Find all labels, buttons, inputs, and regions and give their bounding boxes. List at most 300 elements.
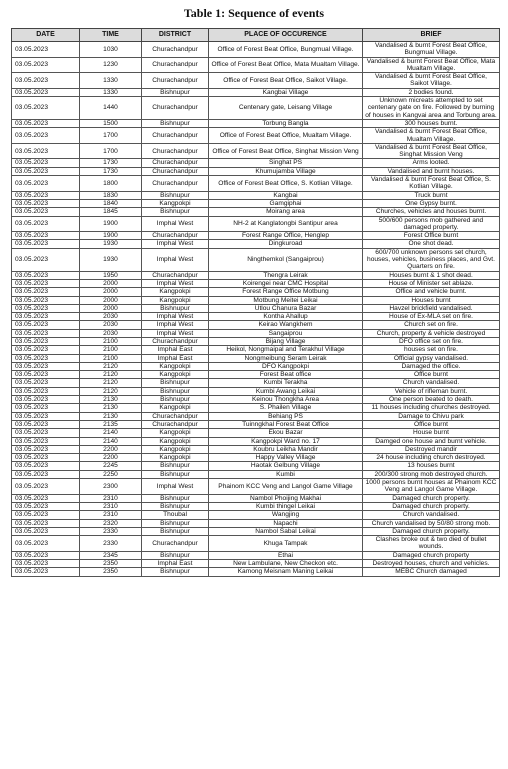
cell-place: Dingkuroad bbox=[209, 240, 363, 248]
cell-place: Bijang Village bbox=[209, 337, 363, 345]
cell-district: Imphal West bbox=[142, 329, 209, 337]
cell-brief: House of Minister set ablaze. bbox=[363, 279, 500, 287]
cell-date: 03.05.2023 bbox=[12, 199, 80, 207]
cell-district: Churachandpur bbox=[142, 232, 209, 240]
cell-place: Napachi bbox=[209, 519, 363, 527]
cell-brief: Office and vehicle burnt. bbox=[363, 288, 500, 296]
cell-brief: MEBC Church damaged bbox=[363, 568, 500, 576]
table-row bbox=[12, 208, 500, 216]
cell-date: 03.05.2023 bbox=[12, 296, 80, 304]
cell-date: 03.05.2023 bbox=[12, 511, 80, 519]
table-row bbox=[12, 560, 500, 568]
cell-date: 03.05.2023 bbox=[12, 362, 80, 370]
cell-time: 2120 bbox=[80, 362, 142, 370]
cell-date: 03.05.2023 bbox=[12, 420, 80, 428]
cell-place: Khumujamba Village bbox=[209, 167, 363, 175]
table-row bbox=[12, 437, 500, 445]
table-row bbox=[12, 354, 500, 362]
cell-district: Bishnupur bbox=[142, 379, 209, 387]
cell-brief: Havzel brickfield vandalised. bbox=[363, 304, 500, 312]
cell-district: Kangpokpi bbox=[142, 429, 209, 437]
cell-brief: 13 houses burnt bbox=[363, 462, 500, 470]
header-date: DATE bbox=[12, 29, 80, 42]
table-row bbox=[12, 159, 500, 167]
cell-brief: 600/700 unknown persons set church, houses, vehicles, business places, and Gvt. Quarters on fire. bbox=[363, 248, 500, 271]
cell-place: Motbung Meitei Leikai bbox=[209, 296, 363, 304]
cell-time: 1730 bbox=[80, 167, 142, 175]
table-row bbox=[12, 494, 500, 502]
cell-place: Behiang PS bbox=[209, 412, 363, 420]
table-row bbox=[12, 502, 500, 510]
cell-brief: Church set on fire. bbox=[363, 321, 500, 329]
cell-district: Churachandpur bbox=[142, 420, 209, 428]
cell-place: Forest Range Office, Henglep bbox=[209, 232, 363, 240]
cell-brief: Destroyed mandir bbox=[363, 445, 500, 453]
table-row bbox=[12, 412, 500, 420]
cell-brief: Houses burnt & 1 shot dead. bbox=[363, 271, 500, 279]
cell-time: 2130 bbox=[80, 412, 142, 420]
cell-brief: Vandalised & burnt Forest Beat Office, Singhat Mission Veng bbox=[363, 143, 500, 159]
cell-place: Gamgiphai bbox=[209, 199, 363, 207]
table-row bbox=[12, 387, 500, 395]
header-row bbox=[12, 29, 500, 42]
cell-date: 03.05.2023 bbox=[12, 346, 80, 354]
cell-time: 2345 bbox=[80, 551, 142, 559]
table-row bbox=[12, 379, 500, 387]
table-row bbox=[12, 346, 500, 354]
table-row bbox=[12, 128, 500, 144]
cell-brief: Clashes broke out & two died of bullet wounds. bbox=[363, 536, 500, 552]
table-row bbox=[12, 176, 500, 192]
cell-place: Sangaiprou bbox=[209, 329, 363, 337]
table-row bbox=[12, 536, 500, 552]
cell-place: Khuga Tampak bbox=[209, 536, 363, 552]
cell-district: Churachandpur bbox=[142, 167, 209, 175]
cell-brief: 200/300 strong mob destroyed church. bbox=[363, 470, 500, 478]
cell-date: 03.05.2023 bbox=[12, 494, 80, 502]
cell-place: Ningthemkol (Sangaiprou) bbox=[209, 248, 363, 271]
table-row bbox=[12, 240, 500, 248]
table-row bbox=[12, 511, 500, 519]
cell-date: 03.05.2023 bbox=[12, 354, 80, 362]
header-district: DISTRICT bbox=[142, 29, 209, 42]
cell-time: 2100 bbox=[80, 346, 142, 354]
cell-place: Moirang area bbox=[209, 208, 363, 216]
table-row bbox=[12, 42, 500, 58]
cell-time: 1930 bbox=[80, 248, 142, 271]
cell-time: 2245 bbox=[80, 462, 142, 470]
cell-date: 03.05.2023 bbox=[12, 462, 80, 470]
cell-place: Tuinngkhal Forest Beat Office bbox=[209, 420, 363, 428]
table-row bbox=[12, 232, 500, 240]
cell-district: Churachandpur bbox=[142, 42, 209, 58]
cell-date: 03.05.2023 bbox=[12, 159, 80, 167]
cell-district: Churachandpur bbox=[142, 412, 209, 420]
cell-date: 03.05.2023 bbox=[12, 248, 80, 271]
cell-date: 03.05.2023 bbox=[12, 119, 80, 127]
table-row bbox=[12, 97, 500, 120]
cell-brief: 2 bodies found. bbox=[363, 88, 500, 96]
cell-date: 03.05.2023 bbox=[12, 568, 80, 576]
header-time: TIME bbox=[80, 29, 142, 42]
cell-time: 2350 bbox=[80, 568, 142, 576]
cell-place: Office of Forest Beat Office, Mualtam Village. bbox=[209, 128, 363, 144]
cell-date: 03.05.2023 bbox=[12, 191, 80, 199]
cell-district: Imphal West bbox=[142, 321, 209, 329]
cell-district: Thoubal bbox=[142, 511, 209, 519]
cell-district: Kangpokpi bbox=[142, 445, 209, 453]
cell-date: 03.05.2023 bbox=[12, 304, 80, 312]
cell-date: 03.05.2023 bbox=[12, 396, 80, 404]
cell-time: 1700 bbox=[80, 143, 142, 159]
cell-time: 2200 bbox=[80, 454, 142, 462]
cell-date: 03.05.2023 bbox=[12, 42, 80, 58]
cell-time: 2100 bbox=[80, 337, 142, 345]
cell-brief: Destroyed houses, church and vehicles. bbox=[363, 560, 500, 568]
cell-district: Bishnupur bbox=[142, 502, 209, 510]
cell-time: 2320 bbox=[80, 519, 142, 527]
cell-date: 03.05.2023 bbox=[12, 379, 80, 387]
cell-district: Churachandpur bbox=[142, 536, 209, 552]
cell-place: Haotak Gelbung Village bbox=[209, 462, 363, 470]
cell-date: 03.05.2023 bbox=[12, 527, 80, 535]
cell-brief: Vandalised & burnt Forest Beat Office, S. Kotlian Village. bbox=[363, 176, 500, 192]
cell-time: 2330 bbox=[80, 536, 142, 552]
cell-district: Bishnupur bbox=[142, 568, 209, 576]
cell-place: Ekou Bazar bbox=[209, 429, 363, 437]
cell-date: 03.05.2023 bbox=[12, 387, 80, 395]
cell-date: 03.05.2023 bbox=[12, 240, 80, 248]
table-row bbox=[12, 216, 500, 232]
cell-time: 2140 bbox=[80, 437, 142, 445]
table-row bbox=[12, 429, 500, 437]
cell-time: 1030 bbox=[80, 42, 142, 58]
cell-place: Keirao Wangkhem bbox=[209, 321, 363, 329]
cell-time: 2120 bbox=[80, 371, 142, 379]
cell-brief: One Gypsy burnt. bbox=[363, 199, 500, 207]
cell-date: 03.05.2023 bbox=[12, 128, 80, 144]
cell-place: Office of Forest Beat Office, Mata Mualtam Village. bbox=[209, 57, 363, 73]
cell-place: Koirengei near CMC Hospital bbox=[209, 279, 363, 287]
cell-district: Imphal West bbox=[142, 313, 209, 321]
cell-place: Nambol Sabal Leikai bbox=[209, 527, 363, 535]
cell-time: 2135 bbox=[80, 420, 142, 428]
cell-date: 03.05.2023 bbox=[12, 232, 80, 240]
table-row bbox=[12, 304, 500, 312]
cell-date: 03.05.2023 bbox=[12, 519, 80, 527]
cell-time: 2330 bbox=[80, 527, 142, 535]
cell-district: Imphal West bbox=[142, 240, 209, 248]
cell-district: Imphal West bbox=[142, 216, 209, 232]
cell-district: Churachandpur bbox=[142, 271, 209, 279]
cell-time: 1730 bbox=[80, 159, 142, 167]
table-row bbox=[12, 551, 500, 559]
cell-time: 1440 bbox=[80, 97, 142, 120]
cell-place: Wangjing bbox=[209, 511, 363, 519]
sequence-of-events-table bbox=[11, 28, 500, 577]
cell-place: Kumbi bbox=[209, 470, 363, 478]
cell-brief: Truck burnt bbox=[363, 191, 500, 199]
cell-date: 03.05.2023 bbox=[12, 479, 80, 495]
table-row bbox=[12, 445, 500, 453]
cell-time: 2000 bbox=[80, 296, 142, 304]
cell-time: 2100 bbox=[80, 354, 142, 362]
cell-brief: Church vandalised. bbox=[363, 511, 500, 519]
table-row bbox=[12, 568, 500, 576]
cell-district: Bishnupur bbox=[142, 304, 209, 312]
cell-brief: DFO office set on fire. bbox=[363, 337, 500, 345]
cell-date: 03.05.2023 bbox=[12, 445, 80, 453]
cell-time: 2310 bbox=[80, 502, 142, 510]
cell-district: Bishnupur bbox=[142, 494, 209, 502]
cell-date: 03.05.2023 bbox=[12, 279, 80, 287]
cell-place: Torbung Bangla bbox=[209, 119, 363, 127]
cell-place: NH-2 at Kanglatongbi Santipur area bbox=[209, 216, 363, 232]
cell-place: Office of Forest Beat Office, S. Kotlian Village. bbox=[209, 176, 363, 192]
cell-date: 03.05.2023 bbox=[12, 337, 80, 345]
table-row bbox=[12, 288, 500, 296]
cell-time: 1330 bbox=[80, 88, 142, 96]
cell-district: Bishnupur bbox=[142, 519, 209, 527]
cell-district: Bishnupur bbox=[142, 387, 209, 395]
table-row bbox=[12, 396, 500, 404]
cell-time: 1930 bbox=[80, 240, 142, 248]
cell-brief: Office burnt bbox=[363, 420, 500, 428]
table-row bbox=[12, 119, 500, 127]
cell-district: Bishnupur bbox=[142, 462, 209, 470]
cell-district: Bishnupur bbox=[142, 396, 209, 404]
cell-time: 2000 bbox=[80, 279, 142, 287]
cell-date: 03.05.2023 bbox=[12, 167, 80, 175]
cell-brief: Damaged church property. bbox=[363, 494, 500, 502]
cell-date: 03.05.2023 bbox=[12, 313, 80, 321]
cell-place: Nongmeibung Seram Leirak bbox=[209, 354, 363, 362]
cell-place: Office of Forest Beat Office, Bungmual Village. bbox=[209, 42, 363, 58]
cell-brief: Vandalised & burnt Forest Beat Office, Saikot Village. bbox=[363, 73, 500, 89]
cell-district: Churachandpur bbox=[142, 57, 209, 73]
cell-time: 2030 bbox=[80, 329, 142, 337]
table-row bbox=[12, 248, 500, 271]
cell-district: Bishnupur bbox=[142, 191, 209, 199]
cell-time: 2250 bbox=[80, 470, 142, 478]
table-row bbox=[12, 57, 500, 73]
cell-time: 2310 bbox=[80, 494, 142, 502]
cell-brief: 24 house including church destroyed. bbox=[363, 454, 500, 462]
cell-place: S. Phailen Village bbox=[209, 404, 363, 412]
cell-date: 03.05.2023 bbox=[12, 216, 80, 232]
cell-date: 03.05.2023 bbox=[12, 271, 80, 279]
cell-time: 2350 bbox=[80, 560, 142, 568]
cell-brief: Churches, vehicles and houses burnt. bbox=[363, 208, 500, 216]
cell-place: Kamong Meisnam Maning Leikai bbox=[209, 568, 363, 576]
table-row bbox=[12, 279, 500, 287]
cell-brief: One person beated to death. bbox=[363, 396, 500, 404]
header-place: PLACE OF OCCURENCE bbox=[209, 29, 363, 42]
table-row bbox=[12, 199, 500, 207]
table-row bbox=[12, 167, 500, 175]
table-body bbox=[12, 42, 500, 577]
cell-date: 03.05.2023 bbox=[12, 321, 80, 329]
table-row bbox=[12, 454, 500, 462]
cell-place: Happy Valley Village bbox=[209, 454, 363, 462]
table-row bbox=[12, 88, 500, 96]
cell-time: 2310 bbox=[80, 511, 142, 519]
cell-date: 03.05.2023 bbox=[12, 437, 80, 445]
cell-date: 03.05.2023 bbox=[12, 208, 80, 216]
cell-brief: House of Ex-MLA set on fire. bbox=[363, 313, 500, 321]
cell-district: Churachandpur bbox=[142, 97, 209, 120]
cell-district: Kangpokpi bbox=[142, 199, 209, 207]
cell-district: Kangpokpi bbox=[142, 454, 209, 462]
cell-place: Forest Beat office bbox=[209, 371, 363, 379]
cell-district: Imphal East bbox=[142, 346, 209, 354]
cell-time: 2000 bbox=[80, 288, 142, 296]
cell-place: Kangbai bbox=[209, 191, 363, 199]
table-row bbox=[12, 321, 500, 329]
cell-district: Churachandpur bbox=[142, 337, 209, 345]
cell-date: 03.05.2023 bbox=[12, 412, 80, 420]
cell-district: Kangpokpi bbox=[142, 362, 209, 370]
cell-date: 03.05.2023 bbox=[12, 404, 80, 412]
cell-time: 2000 bbox=[80, 304, 142, 312]
cell-district: Kangpokpi bbox=[142, 296, 209, 304]
cell-brief: 500/600 persons mob gathered and damaged property. bbox=[363, 216, 500, 232]
cell-district: Churachandpur bbox=[142, 73, 209, 89]
cell-date: 03.05.2023 bbox=[12, 329, 80, 337]
table-row bbox=[12, 371, 500, 379]
cell-brief: Vehicle of rifleman burnt. bbox=[363, 387, 500, 395]
cell-district: Imphal West bbox=[142, 279, 209, 287]
cell-time: 1700 bbox=[80, 128, 142, 144]
events-table-container bbox=[11, 28, 499, 577]
cell-date: 03.05.2023 bbox=[12, 371, 80, 379]
table-row bbox=[12, 73, 500, 89]
cell-time: 2120 bbox=[80, 379, 142, 387]
cell-place: Kumbi Terakha bbox=[209, 379, 363, 387]
cell-district: Churachandpur bbox=[142, 143, 209, 159]
cell-district: Imphal East bbox=[142, 560, 209, 568]
cell-date: 03.05.2023 bbox=[12, 560, 80, 568]
cell-brief: houses set on fire. bbox=[363, 346, 500, 354]
cell-time: 2200 bbox=[80, 445, 142, 453]
cell-place: Utlou Chanura Bazar bbox=[209, 304, 363, 312]
table-row bbox=[12, 143, 500, 159]
cell-brief: Damage to Chivu park bbox=[363, 412, 500, 420]
cell-date: 03.05.2023 bbox=[12, 176, 80, 192]
cell-brief: Church, property & vehicle destroyed bbox=[363, 329, 500, 337]
cell-time: 1800 bbox=[80, 176, 142, 192]
cell-brief: Arms looted. bbox=[363, 159, 500, 167]
cell-place: Keinou Thongkha Area bbox=[209, 396, 363, 404]
cell-time: 2030 bbox=[80, 313, 142, 321]
cell-brief: Damged one house and burnt vehicle. bbox=[363, 437, 500, 445]
cell-place: Ethai bbox=[209, 551, 363, 559]
cell-date: 03.05.2023 bbox=[12, 88, 80, 96]
cell-brief: Vandalised & burnt Forest Beat Office, Bungmual Village. bbox=[363, 42, 500, 58]
table-row bbox=[12, 271, 500, 279]
cell-brief: Vandalised & burnt Forest Beat Office, Mata Mualtam Village. bbox=[363, 57, 500, 73]
header-brief: BRIEF bbox=[363, 29, 500, 42]
cell-time: 1330 bbox=[80, 73, 142, 89]
cell-brief: 300 houses burnt. bbox=[363, 119, 500, 127]
cell-brief: House burnt bbox=[363, 429, 500, 437]
cell-date: 03.05.2023 bbox=[12, 429, 80, 437]
cell-brief: Houses burnt bbox=[363, 296, 500, 304]
cell-district: Kangpokpi bbox=[142, 437, 209, 445]
table-row bbox=[12, 462, 500, 470]
cell-district: Bishnupur bbox=[142, 208, 209, 216]
cell-district: Churachandpur bbox=[142, 159, 209, 167]
cell-time: 2300 bbox=[80, 479, 142, 495]
cell-brief: Forest Office burnt bbox=[363, 232, 500, 240]
cell-time: 1230 bbox=[80, 57, 142, 73]
cell-district: Imphal West bbox=[142, 248, 209, 271]
cell-brief: Damaged the office. bbox=[363, 362, 500, 370]
cell-district: Bishnupur bbox=[142, 551, 209, 559]
table-row bbox=[12, 296, 500, 304]
table-row bbox=[12, 470, 500, 478]
cell-district: Bishnupur bbox=[142, 527, 209, 535]
cell-place: Phainom KCC Veng and Langol Game Village bbox=[209, 479, 363, 495]
table-row bbox=[12, 527, 500, 535]
cell-time: 1500 bbox=[80, 119, 142, 127]
cell-district: Kangpokpi bbox=[142, 404, 209, 412]
cell-date: 03.05.2023 bbox=[12, 143, 80, 159]
cell-brief: One shot dead. bbox=[363, 240, 500, 248]
cell-district: Churachandpur bbox=[142, 176, 209, 192]
cell-brief: 1000 persons burnt houses at Phainom KCC Veng and Langol Game Village. bbox=[363, 479, 500, 495]
cell-time: 1845 bbox=[80, 208, 142, 216]
cell-date: 03.05.2023 bbox=[12, 551, 80, 559]
cell-brief: Official gypsy vandalised. bbox=[363, 354, 500, 362]
cell-time: 1950 bbox=[80, 271, 142, 279]
cell-district: Bishnupur bbox=[142, 470, 209, 478]
cell-date: 03.05.2023 bbox=[12, 57, 80, 73]
cell-time: 1840 bbox=[80, 199, 142, 207]
cell-time: 2140 bbox=[80, 429, 142, 437]
cell-brief: Damaged church property bbox=[363, 551, 500, 559]
cell-district: Kangpokpi bbox=[142, 288, 209, 296]
cell-date: 03.05.2023 bbox=[12, 470, 80, 478]
cell-place: Singhat PS bbox=[209, 159, 363, 167]
cell-place: Kumbi Awang Leikai bbox=[209, 387, 363, 395]
table-row bbox=[12, 362, 500, 370]
cell-brief: Vandalised & burnt Forest Beat Office, Mualtam Village. bbox=[363, 128, 500, 144]
cell-date: 03.05.2023 bbox=[12, 454, 80, 462]
cell-place: Office of Forest Beat Office, Singhat Mission Veng bbox=[209, 143, 363, 159]
cell-place: Kumbi thingel Leikai bbox=[209, 502, 363, 510]
cell-place: Thengra Leirak bbox=[209, 271, 363, 279]
cell-time: 1900 bbox=[80, 216, 142, 232]
table-row bbox=[12, 329, 500, 337]
cell-brief: Church vandalised by 50/80 strong mob. bbox=[363, 519, 500, 527]
cell-time: 1830 bbox=[80, 191, 142, 199]
cell-place: New Lambulane, New Checkon etc. bbox=[209, 560, 363, 568]
cell-place: Kangbai Village bbox=[209, 88, 363, 96]
cell-time: 1900 bbox=[80, 232, 142, 240]
cell-date: 03.05.2023 bbox=[12, 73, 80, 89]
cell-place: Office of Forest Beat Office, Saikot Village. bbox=[209, 73, 363, 89]
cell-district: Bishnupur bbox=[142, 88, 209, 96]
cell-time: 2130 bbox=[80, 396, 142, 404]
table-title: Table 1: Sequence of events bbox=[183, 6, 325, 20]
cell-district: Imphal East bbox=[142, 354, 209, 362]
cell-brief: Unknown micreats attempted to set centenary gate on fire. Followed by burning of houses in Kangvai area and Torbung area. bbox=[363, 97, 500, 120]
cell-date: 03.05.2023 bbox=[12, 502, 80, 510]
cell-district: Imphal West bbox=[142, 479, 209, 495]
cell-place: Kontha Ahallup bbox=[209, 313, 363, 321]
table-row bbox=[12, 404, 500, 412]
